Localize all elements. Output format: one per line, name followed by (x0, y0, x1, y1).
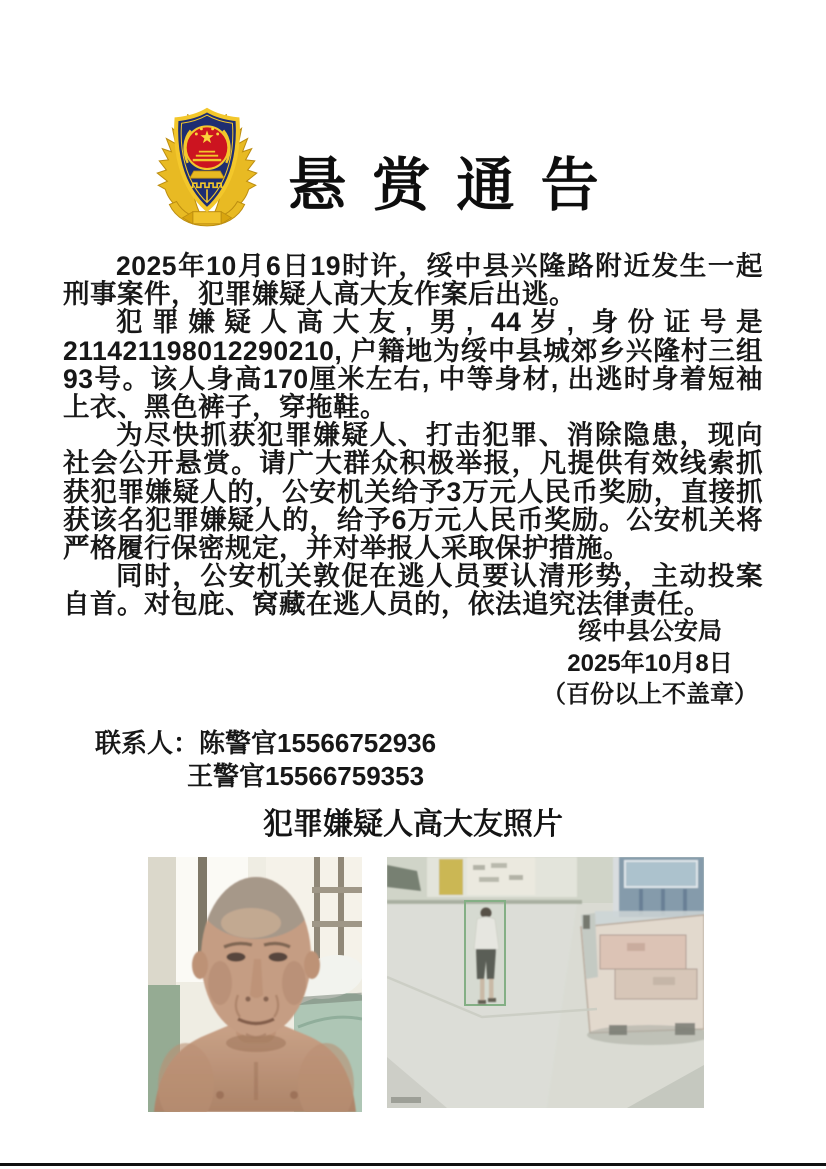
contact-line-1 (95, 727, 436, 760)
contact-officer-2: 王警官15566759353 (187, 761, 425, 791)
paragraph-surrender-warning: 同时，公安机关敦促在逃人员要认清形势，主动投案自首。对包庇、窝藏在逃人员的，依法追究法律责任。 (63, 561, 763, 620)
page-bottom-border (0, 1163, 826, 1166)
contact-label: 联系人： (95, 728, 200, 758)
contact-line-2 (187, 760, 436, 793)
issuer-name: 绥中县公安局 (578, 618, 722, 645)
cctv-snapshot-photo (387, 857, 704, 1108)
notice-title: 悬 赏 通 告 (288, 151, 602, 219)
signature-block (540, 616, 760, 711)
stamp-note: （百份以上不盖章） (542, 681, 758, 708)
contact-officer-1: 陈警官15566752936 (199, 728, 437, 758)
paragraph-incident: 2025年10月6日19时许，绥中县兴隆路附近发生一起刑事案件，犯罪嫌疑人高大友作案后出逃。 (63, 251, 763, 310)
paragraph-suspect-description: 犯罪嫌疑人高大友, 男, 44岁, 身份证号是211421198012290210, 户籍地为绥中县城郊乡兴隆村三组93号。该人身高170厘米左右, 中等身材, 出逃时身着短袖上衣、黑色裤子，穿拖鞋。 (63, 307, 763, 423)
photos-caption: 犯罪嫌疑人高大友照片 (263, 808, 563, 841)
notice-body (63, 252, 763, 619)
suspect-portrait-photo (148, 857, 362, 1112)
contact-block (95, 727, 436, 793)
paragraph-reward-terms: 为尽快抓获犯罪嫌疑人、打击犯罪、消除隐患，现向社会公开悬赏。请广大群众积极举报，凡提供有效线索抓获犯罪嫌疑人的，公安机关给予3万元人民币奖励，直接抓获该名犯罪嫌疑人的，给予6万元人民币奖励。公安机关将严格履行保密规定，并对举报人采取保护措施。 (63, 420, 763, 564)
issue-date: 2025年10月8日 (567, 649, 733, 677)
police-emblem-icon (156, 104, 258, 232)
